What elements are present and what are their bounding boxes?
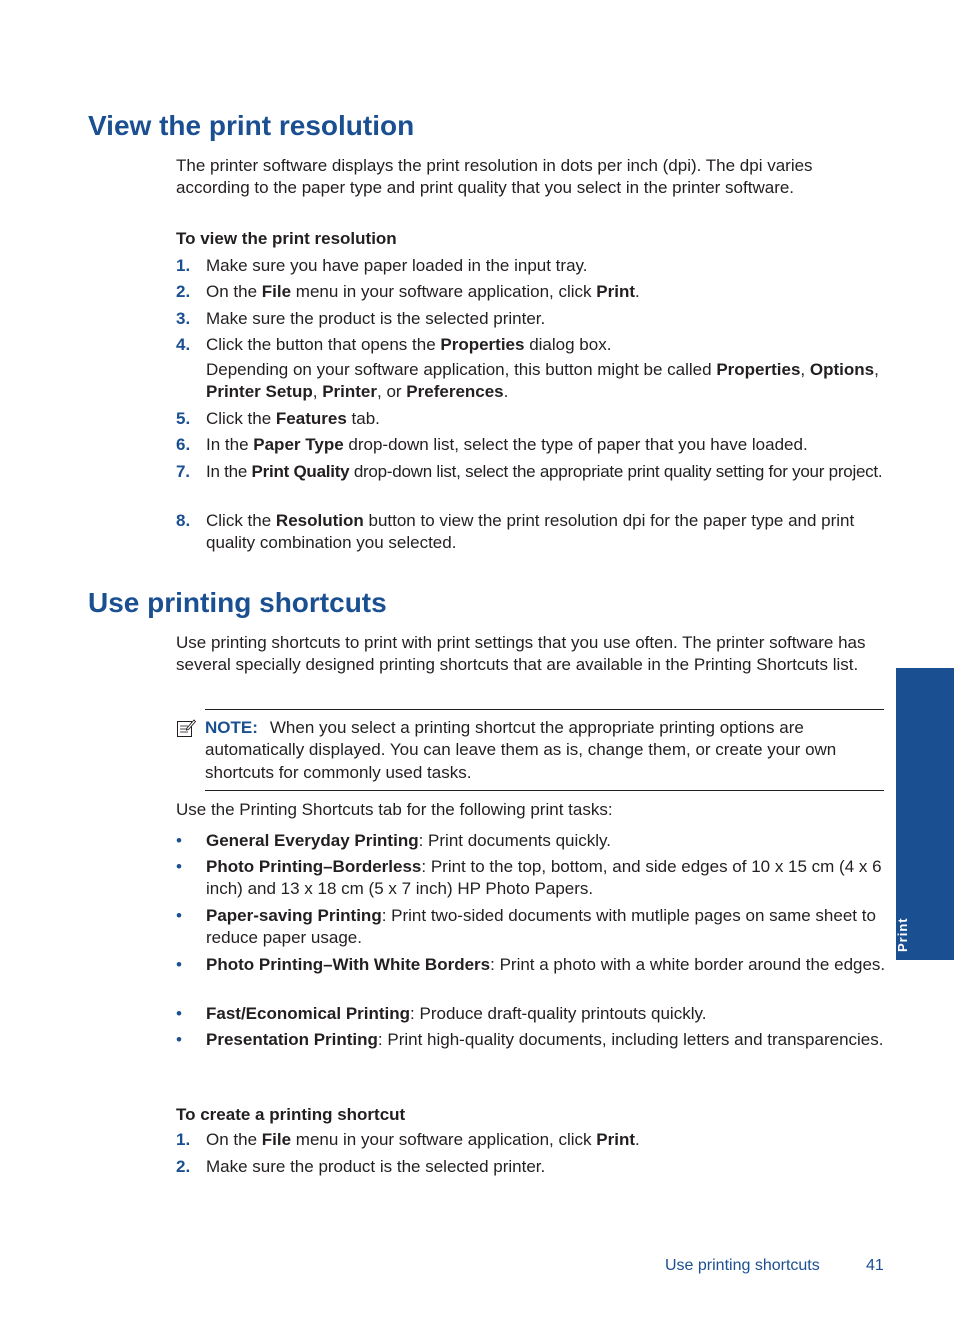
footer-page-number: 41	[866, 1257, 884, 1274]
note-top-rule	[205, 709, 884, 710]
bullet-text: General Everyday Printing: Print documents quickly.	[206, 831, 612, 850]
step-text: In the Print Quality drop-down list, select the appropriate print quality setting for your project.	[206, 462, 883, 481]
list-item	[176, 856, 888, 901]
step-item	[176, 434, 888, 456]
step-number: 7.	[176, 462, 190, 481]
step-number: 6.	[176, 435, 191, 454]
step-number: 4.	[176, 335, 191, 354]
chapter-side-tab-label: Print	[895, 917, 910, 952]
list-item	[176, 905, 888, 950]
note-body: When you select a printing shortcut the appropriate printing options are automatically displayed. You can leave them as is, change them, or create your own shortcuts for commonly used tasks.	[205, 718, 837, 782]
step-text: Click the Features tab.	[206, 409, 380, 428]
step-item	[176, 461, 888, 483]
section-title-view-print-resolution: View the print resolution	[88, 110, 415, 141]
bullet-marker: •	[176, 1030, 182, 1049]
bullet-marker: •	[176, 955, 182, 974]
list-item	[176, 1029, 888, 1051]
step-item	[176, 334, 888, 356]
step-number: 5.	[176, 409, 191, 428]
step-item	[176, 408, 888, 430]
step-text: Make sure the product is the selected printer.	[206, 1157, 546, 1176]
section-intro: Use printing shortcuts to print with print settings that you use often. The printer software has several specially designed printing shortcuts that are available in the Printing Shortcuts list.	[176, 633, 866, 675]
step-item	[176, 1129, 888, 1151]
bullet-text: Fast/Economical Printing: Produce draft-quality printouts quickly.	[206, 1004, 707, 1023]
step-item	[176, 281, 888, 303]
note-label: NOTE:	[205, 718, 258, 737]
section-title-use-printing-shortcuts: Use printing shortcuts	[88, 587, 387, 618]
step-item	[176, 255, 888, 277]
bullet-text: Photo Printing–Borderless: Print to the top, bottom, and side edges of 10 x 15 cm (4 x 6 inch) and 13 x 18 cm (5 x 7 inch) HP Photo Papers.	[206, 857, 882, 899]
step-number: 3.	[176, 309, 191, 328]
bullet-text: Photo Printing–With White Borders: Print a photo with a white border around the edges.	[206, 955, 886, 974]
list-item	[176, 1003, 888, 1025]
step-text: Make sure you have paper loaded in the input tray.	[206, 256, 588, 275]
step-item	[176, 510, 888, 555]
note-bottom-rule	[205, 790, 884, 791]
step-number: 8.	[176, 511, 191, 530]
bullet-marker: •	[176, 831, 182, 850]
bullet-text: Presentation Printing: Print high-quality documents, including letters and transparencies.	[206, 1030, 884, 1049]
bullet-marker: •	[176, 906, 182, 925]
list-item	[176, 830, 888, 852]
procedure-title: To view the print resolution	[176, 229, 397, 248]
step-text: Click the Resolution button to view the print resolution dpi for the paper type and print quality combination you selected.	[206, 511, 855, 553]
step-text: In the Paper Type drop-down list, select the type of paper that you have loaded.	[206, 435, 808, 454]
note-pencil-icon	[176, 718, 196, 738]
step-number: 1.	[176, 256, 191, 275]
step-text: Make sure the product is the selected printer.	[206, 309, 546, 328]
step-item	[176, 1156, 888, 1178]
section-intro: The printer software displays the print resolution in dots per inch (dpi). The dpi varies according to the paper type and print quality that you select in the printer software.	[176, 156, 813, 198]
footer-section-name: Use printing shortcuts	[665, 1257, 820, 1274]
bullet-marker: •	[176, 857, 182, 876]
step-number: 2.	[176, 1157, 191, 1176]
bullet-text: Paper-saving Printing: Print two-sided documents with mutliple pages on same sheet to reduce paper usage.	[206, 906, 876, 948]
bullet-marker: •	[176, 1004, 182, 1023]
step-text: On the File menu in your software application, click Print.	[206, 1130, 640, 1149]
step-text: On the File menu in your software application, click Print.	[206, 282, 640, 301]
step-number: 1.	[176, 1130, 191, 1149]
step-item	[176, 308, 888, 330]
step-text: Click the button that opens the Properties dialog box.	[206, 335, 612, 354]
step-continuation: Depending on your software application, this button might be called Properties, Options, Printer Setup, Printer, or Preferences.	[206, 360, 879, 402]
procedure-title: To create a printing shortcut	[176, 1105, 406, 1124]
list-item	[176, 954, 888, 976]
step-number: 2.	[176, 282, 191, 301]
tasks-intro: Use the Printing Shortcuts tab for the following print tasks:	[176, 800, 613, 819]
note-box	[176, 709, 884, 791]
chapter-side-tab	[896, 668, 954, 960]
note-text	[205, 717, 887, 784]
